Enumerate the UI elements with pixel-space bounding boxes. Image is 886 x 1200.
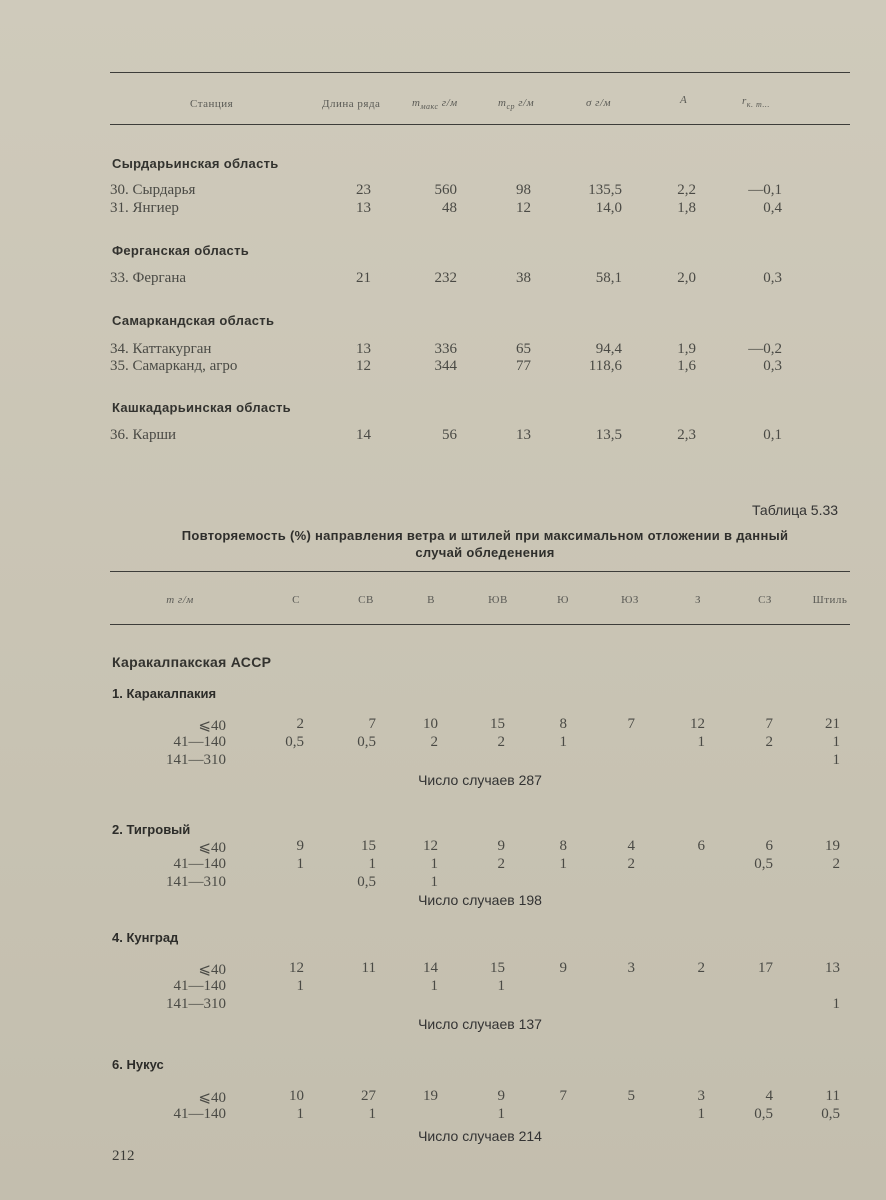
value-cell: 9 xyxy=(497,838,505,854)
value-cell: 21 xyxy=(825,716,840,732)
header-mmax: $m_{макс}$ г/м xyxy=(412,97,458,112)
table2-title-line2: случай обледенения xyxy=(415,545,555,560)
header-sigma: σ г/м xyxy=(586,97,612,109)
cell-a: 1,8 xyxy=(677,200,696,216)
case-count: Число случаев 287 xyxy=(418,772,542,788)
value-cell: 0,5 xyxy=(357,734,376,750)
value-cell: 7 xyxy=(559,1088,567,1104)
table2-header-rule xyxy=(110,624,850,625)
region-karakalpak: Каракалпакская АССР xyxy=(112,654,272,670)
cell-length: 13 xyxy=(356,341,371,357)
header-col: СВ xyxy=(358,594,374,606)
cell-length: 23 xyxy=(356,182,371,198)
cell-mavg: 13 xyxy=(516,427,531,443)
station-name: 1. Каракалпакия xyxy=(112,686,217,701)
value-cell: 4 xyxy=(765,1088,773,1104)
cell-sigma: 135,5 xyxy=(588,182,622,198)
cell-r: 0,3 xyxy=(763,358,782,374)
station-name: 30. Сырдарья xyxy=(110,182,196,198)
range-label: 41—140 xyxy=(173,1106,226,1122)
value-cell: 19 xyxy=(423,1088,438,1104)
value-cell: 8 xyxy=(559,716,567,732)
value-cell: 0,5 xyxy=(821,1106,840,1122)
case-count: Число случаев 198 xyxy=(418,892,542,908)
value-cell: 27 xyxy=(361,1088,376,1104)
header-col: ЮВ xyxy=(488,594,508,606)
cell-length: 13 xyxy=(356,200,371,216)
cell-length: 12 xyxy=(356,358,371,374)
value-cell: 19 xyxy=(825,838,840,854)
station-name: 6. Нукус xyxy=(112,1057,164,1072)
cell-a: 2,2 xyxy=(677,182,696,198)
cell-sigma: 118,6 xyxy=(588,358,622,374)
value-cell: 1 xyxy=(832,734,840,750)
value-cell: 1 xyxy=(430,874,438,890)
value-cell: 17 xyxy=(758,960,773,976)
range-label: 41—140 xyxy=(173,978,226,994)
value-cell: 6 xyxy=(697,838,705,854)
cell-sigma: 58,1 xyxy=(595,270,622,286)
cell-mavg: 38 xyxy=(516,270,531,286)
value-cell: 9 xyxy=(559,960,567,976)
cell-r: —0,1 xyxy=(748,182,782,198)
cell-a: 2,0 xyxy=(677,270,696,286)
range-label: 41—140 xyxy=(173,734,226,750)
cell-mavg: 77 xyxy=(516,358,531,374)
header-col: Ю xyxy=(557,594,569,606)
value-cell: 3 xyxy=(697,1088,705,1104)
region-name: Сырдарьинская область xyxy=(112,156,279,171)
value-cell: 1 xyxy=(296,856,304,872)
table1-header-rule xyxy=(110,124,850,125)
header-col: m г/м xyxy=(166,594,194,606)
value-cell: 1 xyxy=(697,1106,705,1122)
cell-sigma: 14,0 xyxy=(595,200,622,216)
value-cell: 1 xyxy=(296,1106,304,1122)
value-cell: 3 xyxy=(627,960,635,976)
cell-mavg: 65 xyxy=(516,341,531,357)
header-col: СЗ xyxy=(758,594,772,606)
value-cell: 1 xyxy=(832,996,840,1012)
value-cell: 11 xyxy=(825,1088,840,1104)
value-cell: 1 xyxy=(430,856,438,872)
range-label: 41—140 xyxy=(173,856,226,872)
value-cell: 15 xyxy=(490,960,505,976)
value-cell: 4 xyxy=(627,838,635,854)
value-cell: 0,5 xyxy=(357,874,376,890)
cell-mmax: 56 xyxy=(442,427,457,443)
value-cell: 9 xyxy=(497,1088,505,1104)
value-cell: 5 xyxy=(627,1088,635,1104)
station-name: 31. Янгиер xyxy=(110,200,179,216)
value-cell: 12 xyxy=(289,960,304,976)
cell-a: 2,3 xyxy=(677,427,696,443)
header-col: В xyxy=(427,594,435,606)
value-cell: 7 xyxy=(368,716,376,732)
cell-sigma: 94,4 xyxy=(595,341,622,357)
table1-top-rule xyxy=(110,72,850,73)
page-number: 212 xyxy=(112,1148,135,1164)
cell-r: 0,1 xyxy=(763,427,782,443)
value-cell: 1 xyxy=(559,734,567,750)
cell-length: 21 xyxy=(356,270,371,286)
table2-top-rule xyxy=(110,571,850,572)
range-label: ⩽40 xyxy=(198,962,226,978)
value-cell: 10 xyxy=(423,716,438,732)
cell-mmax: 48 xyxy=(442,200,457,216)
header-col: С xyxy=(292,594,300,606)
cell-mmax: 560 xyxy=(434,182,457,198)
cell-a: 1,6 xyxy=(677,358,696,374)
cell-r: —0,2 xyxy=(748,341,782,357)
value-cell: 2 xyxy=(627,856,635,872)
cell-mavg: 98 xyxy=(516,182,531,198)
header-station: Станция xyxy=(190,98,234,110)
header-col: ЮЗ xyxy=(621,594,639,606)
region-name: Самаркандская область xyxy=(112,313,275,328)
value-cell: 11 xyxy=(361,960,376,976)
value-cell: 15 xyxy=(361,838,376,854)
cell-a: 1,9 xyxy=(677,341,696,357)
cell-mavg: 12 xyxy=(516,200,531,216)
value-cell: 12 xyxy=(690,716,705,732)
range-label: ⩽40 xyxy=(198,840,226,856)
value-cell: 7 xyxy=(627,716,635,732)
table-number: Таблица 5.33 xyxy=(752,502,839,518)
value-cell: 1 xyxy=(559,856,567,872)
station-name: 35. Самарканд, агро xyxy=(110,358,238,374)
value-cell: 14 xyxy=(423,960,438,976)
case-count: Число случаев 214 xyxy=(418,1128,542,1144)
station-name: 33. Фергана xyxy=(110,270,187,286)
value-cell: 2 xyxy=(832,856,840,872)
value-cell: 1 xyxy=(430,978,438,994)
cell-sigma: 13,5 xyxy=(595,427,622,443)
value-cell: 8 xyxy=(559,838,567,854)
value-cell: 2 xyxy=(296,716,304,732)
value-cell: 0,5 xyxy=(285,734,304,750)
range-label: ⩽40 xyxy=(198,718,226,734)
range-label: 141—310 xyxy=(166,996,226,1012)
value-cell: 6 xyxy=(765,838,773,854)
range-label: 141—310 xyxy=(166,752,226,768)
header-r: $r_{к. т...}$ xyxy=(742,95,770,110)
value-cell: 1 xyxy=(368,856,376,872)
header-mavg: $m_{ср}$ г/м xyxy=(498,97,535,112)
cell-r: 0,3 xyxy=(763,270,782,286)
header-col: Штиль xyxy=(812,594,848,606)
cell-mmax: 232 xyxy=(434,270,457,286)
station-name: 36. Карши xyxy=(110,427,177,443)
value-cell: 2 xyxy=(697,960,705,976)
station-name: 2. Тигровый xyxy=(112,822,191,837)
region-name: Ферганская область xyxy=(112,243,250,258)
case-count: Число случаев 137 xyxy=(418,1016,542,1032)
value-cell: 1 xyxy=(497,978,505,994)
header-length: Длина ряда xyxy=(322,98,381,110)
region-name: Кашкадарьинская область xyxy=(112,400,291,415)
value-cell: 15 xyxy=(490,716,505,732)
header-col: З xyxy=(694,594,701,606)
value-cell: 13 xyxy=(825,960,840,976)
value-cell: 2 xyxy=(497,734,505,750)
cell-mmax: 336 xyxy=(434,341,457,357)
value-cell: 1 xyxy=(697,734,705,750)
range-label: ⩽40 xyxy=(198,1090,226,1106)
value-cell: 1 xyxy=(296,978,304,994)
value-cell: 2 xyxy=(497,856,505,872)
value-cell: 2 xyxy=(430,734,438,750)
value-cell: 1 xyxy=(497,1106,505,1122)
cell-length: 14 xyxy=(356,427,371,443)
value-cell: 1 xyxy=(832,752,840,768)
header-a: A xyxy=(680,94,688,106)
table2-title-line1: Повторяемость (%) направления ветра и штилей при максимальном отложении в данный xyxy=(181,528,789,543)
value-cell: 12 xyxy=(423,838,438,854)
station-name: 34. Каттакурган xyxy=(110,341,212,357)
station-name: 4. Кунград xyxy=(112,930,179,945)
value-cell: 1 xyxy=(368,1106,376,1122)
value-cell: 10 xyxy=(289,1088,304,1104)
value-cell: 7 xyxy=(765,716,773,732)
value-cell: 9 xyxy=(296,838,304,854)
value-cell: 2 xyxy=(765,734,773,750)
cell-mmax: 344 xyxy=(434,358,457,374)
cell-r: 0,4 xyxy=(763,200,782,216)
value-cell: 0,5 xyxy=(754,856,773,872)
value-cell: 0,5 xyxy=(754,1106,773,1122)
range-label: 141—310 xyxy=(166,874,226,890)
